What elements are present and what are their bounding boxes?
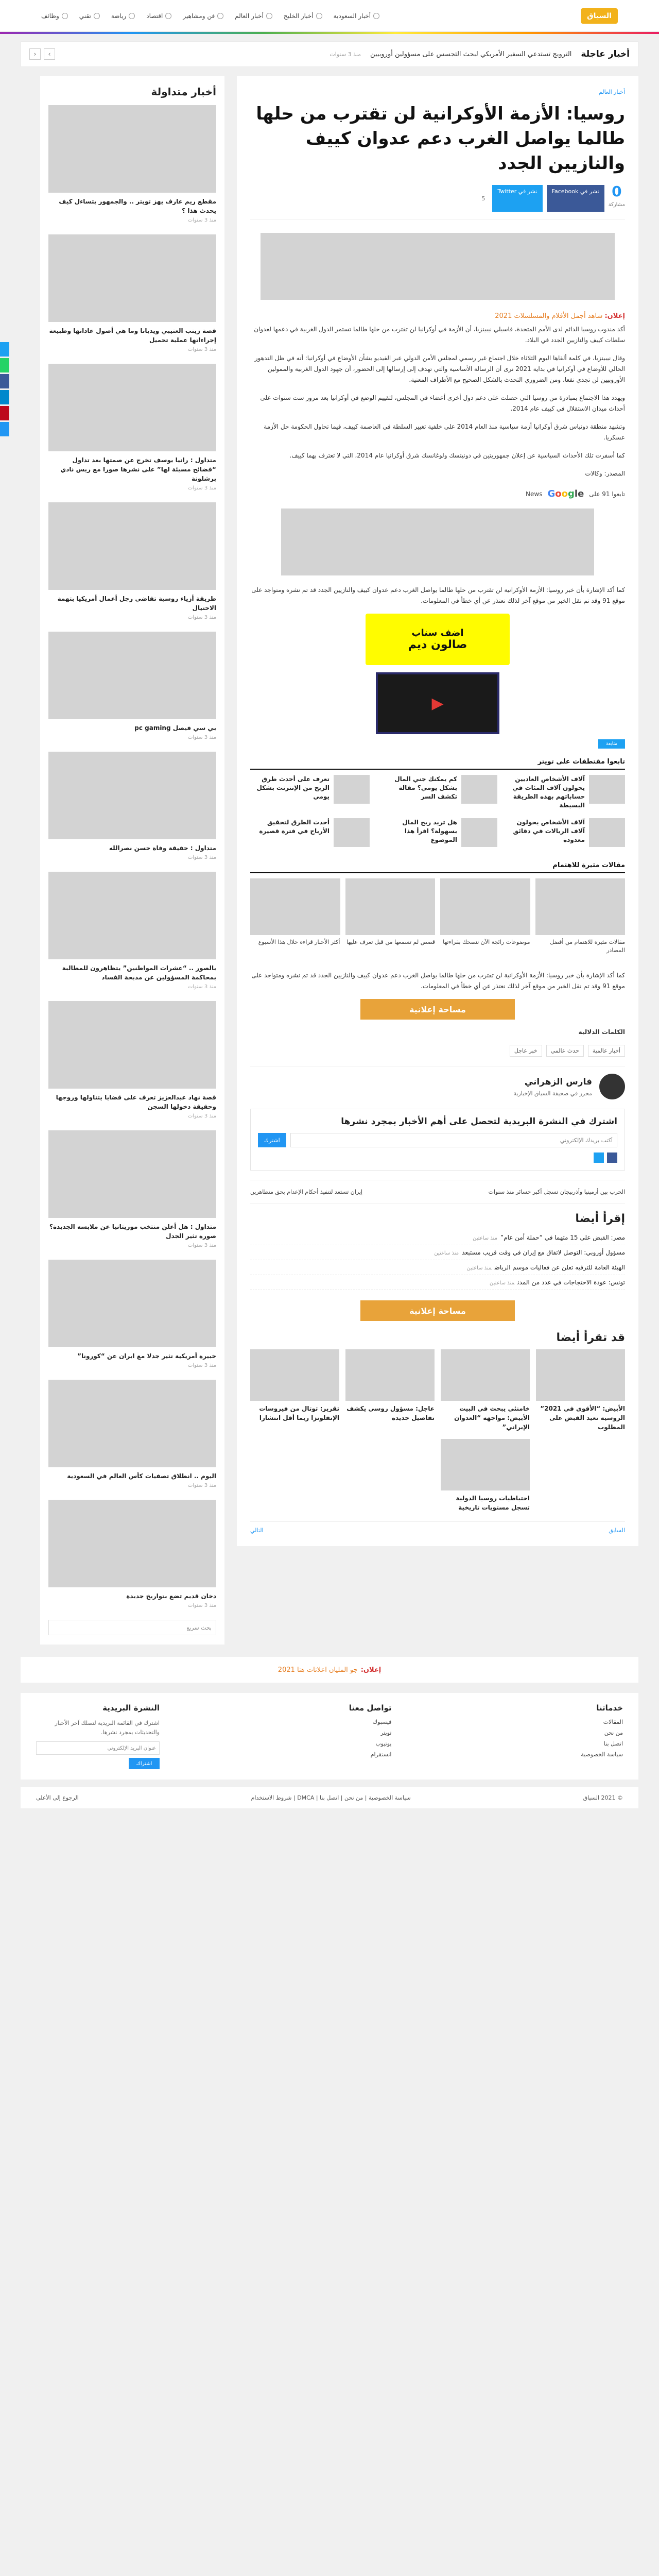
nav-item[interactable]: تقني (79, 12, 100, 20)
list-item[interactable]: الهيئة العامة للترفيه تعلن عن فعاليات موسم الرياضمنذ ساعتين (250, 1260, 625, 1275)
sidebar-item[interactable]: دخان قديم تضع بتواريخ جديدة منذ 3 سنوات (48, 1500, 216, 1608)
nav-icon (266, 13, 272, 19)
twitter-icon[interactable] (594, 1153, 604, 1163)
footer-link[interactable]: اتصل بنا (603, 1740, 623, 1747)
thumbnail (461, 818, 497, 847)
author-name[interactable]: فارس الزهراني (524, 1076, 592, 1087)
article-paragraph: أكد مندوب روسيا الدائم لدى الأمم المتحدة، فاسيلي نيبينزيا، أن الأزمة في أوكرانيا لن تقترب من حلها طالما تستمر الدول الغربية في دعمها لعدوان سلطات كييف والنازيين الجدد في البلاد. (254, 326, 625, 344)
next-post-link[interactable]: إيران تستعد لتنفيذ أحكام الإعدام بحق متظاهرين (250, 1189, 363, 1195)
article-source: المصدر: وكالات (585, 470, 625, 477)
facebook-icon[interactable] (607, 1153, 617, 1163)
site-logo[interactable]: السياق (581, 8, 618, 24)
breaking-date: منذ 3 سنوات (330, 50, 361, 58)
prev-post-link[interactable]: الحرب بين أرمينيا وأذربيجان تسجل أكبر خسائر منذ سنوات (488, 1189, 625, 1195)
footer-link[interactable]: المقالات (603, 1719, 623, 1725)
sidebar-item[interactable]: قصة نهاد عبدالعزيز تعرف على قضايا يتناولها وروجها وحقيقة دخولها السجن منذ 3 سنوات (48, 1001, 216, 1119)
nav-item[interactable]: اقتصاد (146, 12, 171, 20)
sidebar-item[interactable]: متداول : حقيقة وفاة حسن نصرالله منذ 3 سنوات (48, 752, 216, 860)
article-card[interactable]: خامنئي يبحث في البيت الأبيض: مواجهة “العدوان الإيراني” (441, 1349, 530, 1432)
article-paragraph: وتشهد منطقة دونباس شرق أوكرانيا أزمة سياسية منذ العام 2014 على خلفية تغيير السلطة في العاصمة كييف، فيما تحاول الحكومة حل الأزمة عسكريا. (264, 423, 625, 441)
google-news-follow[interactable]: تابعوا 91 على Google News (526, 488, 625, 499)
read-more-title: إقرأ أيضا (575, 1212, 625, 1225)
footer (21, 1693, 638, 1780)
subscribe-box (250, 1109, 625, 1171)
sidebar-item[interactable]: خبيرة أمريكية تثير جدلا مع ايران عن “كورونا” منذ 3 سنوات (48, 1260, 216, 1368)
thumbnail (48, 752, 216, 839)
email-field[interactable] (290, 1133, 617, 1147)
email-icon[interactable] (0, 422, 9, 436)
nav-icon (373, 13, 379, 19)
twitter-follow-button[interactable]: متابعة (598, 739, 625, 749)
sidebar-item[interactable]: متداول : هل أعلن منتخب موريتانيا عن ملابسه الجديدة؟ صورة تثير الجدل منذ 3 سنوات (48, 1130, 216, 1248)
thumbnail (535, 878, 626, 935)
thumbnail (48, 1380, 216, 1467)
sidebar-item[interactable]: قصة زينب العتيبي ويديانا وما هي أصول عاداتها وطبيعة إجراءاتها عملية تحميل منذ 3 سنوات (48, 234, 216, 352)
pagination (250, 1521, 625, 1534)
sidebar-item[interactable]: بي سي فيصل pc gaming منذ 3 سنوات (48, 632, 216, 740)
play-icon: ▶ (431, 694, 444, 713)
thumbnail (345, 878, 436, 935)
youtube-banner[interactable] (376, 672, 499, 734)
thumbnail (48, 1001, 216, 1089)
nav-item[interactable]: رياضة (111, 12, 135, 20)
article-paragraph: وقال نيبينزيا، في كلمة ألقاها اليوم الثلاثاء خلال اجتماع غير رسمي لمجلس الأمن الدولي عبر الفيديو بشأن الأوضاع في أوكرانيا: أنه في ظل التدهور الحالي للأوضاع في أوكرانيا في بداية 2021 نرى أن الرسالة الأساسية والتي تهدف إلى إرسالها إلى الحضور، أن جهود الدول الغربية والممولين الأوروبيين لن تجدي نفعا، ومن الضروري التحدث بالشكل الصحيح مع الأطراف المعنية. (254, 354, 625, 383)
copyright: © 2021 السياق (583, 1794, 623, 1801)
snapchat-banner[interactable]: اضف سناب صالون ديم (366, 614, 510, 665)
content-columns (21, 76, 638, 1645)
subscribe-title: اشترك في النشرة البريدية لتحصل على أهم الأخبار بمجرد نشرها (341, 1116, 617, 1127)
back-to-top-link[interactable]: الرجوع إلى الأعلى (36, 1794, 79, 1801)
video-placeholder[interactable] (281, 509, 594, 575)
list-item[interactable]: مصر: القبض على 15 متهما في “حملة أمن عام”منذ ساعتين (250, 1230, 625, 1245)
nav-icon (94, 13, 100, 19)
nav-icon (217, 13, 223, 19)
sidebar-title: أخبار متداولة (151, 86, 216, 98)
tags-label: الكلمات الدلالية (578, 1028, 625, 1036)
sidebar (40, 76, 224, 1645)
subscribe-social (258, 1153, 617, 1163)
footer-contact: تواصل معنا فيسبوك تويتر يوتيوب انستقرام (349, 1703, 392, 1758)
article-meta (250, 185, 625, 219)
author-box (250, 1066, 625, 1099)
thumbnail (334, 818, 370, 847)
thumbnail (48, 502, 216, 590)
author-bio: محرر في صحيفة السياق الإخبارية (513, 1090, 592, 1097)
tag[interactable]: خبر عاجل (510, 1045, 542, 1057)
article-card[interactable]: عاجل: مسؤول روسي يكشف تفاصيل جديدة (345, 1349, 435, 1432)
thumbnail (48, 1260, 216, 1347)
nav-item[interactable]: أخبار السعودية (334, 12, 379, 20)
nav-icon (129, 13, 135, 19)
facebook-icon[interactable] (0, 374, 9, 388)
read-more (250, 1212, 625, 1290)
breaking-label: أخبار عاجلة (581, 49, 630, 59)
article-card[interactable]: موضوعات رائجة الآن ننصحك بقراءتها (440, 878, 530, 955)
tag-list (250, 1045, 625, 1057)
article-card[interactable]: الأبيض: “الأقوى في 2021” الروسية تعيد القبض على المطلوب (536, 1349, 625, 1432)
newsletter-subscribe-button[interactable]: اشتراك (129, 1758, 160, 1769)
sidebar-item[interactable]: اليوم .. انطلاق تصفيات كأس العالم في السعودية منذ 3 سنوات (48, 1380, 216, 1488)
footer-link[interactable]: سياسة الخصوصية (581, 1751, 623, 1758)
tag[interactable]: حدث عالمي (546, 1045, 584, 1057)
thumbnail (334, 775, 370, 804)
footer-link[interactable]: من نحن (604, 1730, 623, 1736)
footer-links[interactable]: سياسة الخصوصية | من نحن | اتصل بنا | DMCA | شروط الاستخدام (251, 1794, 411, 1801)
article-title: روسيا: الأزمة الأوكرانية لن تقترب من حلها طالما يواصل الغرب دعم عدوان كييف والنازيين الجدد (256, 104, 625, 174)
nav-item[interactable]: وظائف (41, 12, 68, 20)
list-item[interactable]: تونس: عودة الاحتجاجات في عدد من المدنمنذ ساعتين (250, 1275, 625, 1290)
twitter-share-button[interactable]: نشر في Twitter (492, 185, 542, 212)
pager-prev[interactable]: السابق (609, 1527, 625, 1534)
share-buttons (492, 185, 625, 212)
footer-link[interactable]: فيسبوك (373, 1719, 392, 1725)
footer-link[interactable]: انستقرام (370, 1751, 392, 1758)
breaking-news-bar (21, 41, 638, 67)
nav-icon (316, 13, 322, 19)
footer-services: خدماتنا المقالات من نحن اتصل بنا سياسة الخصوصية (581, 1703, 623, 1758)
sidebar-item[interactable]: مقطع ريم عارف يهز تويتر .. والجمهور يتساءل كيف يحدث هذا ؟ منذ 3 سنوات (48, 105, 216, 223)
may-also-read-row2 (250, 1439, 625, 1512)
breaking-arrows (29, 48, 55, 60)
pager-next[interactable]: التالي (250, 1527, 264, 1534)
thumbnail (48, 632, 216, 719)
nav-icon (62, 13, 68, 19)
recommend-item[interactable]: أحدث الطرق لتحقيق الأرباح في فترة قصيرة (250, 818, 370, 847)
article-paragraph: كما أسفرت تلك الأحداث السياسية عن إعلان جمهوريتين في دونيتسك ولوغانسك شرق أوكرانيا عام 2014، التي لا تعترف بهما كييف. (289, 452, 625, 459)
may-also-read (250, 1331, 625, 1344)
views-count: 5 (481, 195, 485, 202)
article-card[interactable]: مقالات مثيرة للاهتمام من أفضل المصادر (535, 878, 626, 955)
nav-item[interactable]: فن ومشاهير (183, 12, 223, 20)
article-paragraph: ويهدد هذا الاجتماع بمبادرة من روسيا التي حصلت على دعم دول أخرى أعضاء في المجلس، لتقييم الوضع في أوكرانيا بعد مرور ست سنوات على أحداث ميدان الاستقلال في كييف عام 2014. (260, 394, 625, 412)
thumbnail (345, 1349, 435, 1401)
nav-item[interactable]: أخبار الخليج (284, 12, 322, 20)
interesting-cards (250, 878, 625, 955)
ad-banner[interactable]: مساحة إعلانية (360, 999, 515, 1020)
pinterest-icon[interactable] (0, 406, 9, 420)
sidebar-item[interactable]: بالصور .. “عشرات المواطنين” يتظاهرون للمطالبة بمحاكمة المسؤولين عن مذبحة الفساد منذ 3 سنوات (48, 872, 216, 990)
breaking-headline[interactable]: الترويج تستدعي السفير الأمريكي لبحث التجسس على مسؤولين أوروبيين (370, 50, 572, 58)
facebook-share-button[interactable]: نشر في Facebook (547, 185, 604, 212)
thumbnail (250, 1349, 339, 1401)
ad-placeholder[interactable] (261, 233, 615, 300)
recommend-item[interactable]: آلاف الأشخاص العاديين يحولون آلاف المئات في حساباتهم بهذه الطريقة البسيطة (506, 775, 625, 810)
article-card[interactable]: احتياطيات روسيا الدولية تسجل مستويات تاريخية (441, 1439, 530, 1512)
recommend-item[interactable]: تعرف على أحدث طرق الربح من الإنترنت بشكل يومي (250, 775, 370, 810)
tag[interactable]: أخبار عالمية (588, 1045, 625, 1057)
chevron-left-icon[interactable]: ‹ (29, 48, 41, 60)
sidebar-item[interactable]: طريقة أزياء روسية تقاضي رجل أعمال أمريكيا بتهمة الاحتيال منذ 3 سنوات (48, 502, 216, 620)
thumbnail (589, 775, 625, 804)
thumbnail (589, 818, 625, 847)
header (0, 0, 659, 32)
thumbnail (48, 105, 216, 193)
footer-link[interactable]: تويتر (380, 1730, 392, 1736)
thumbnail (48, 364, 216, 451)
whatsapp-icon[interactable] (0, 358, 9, 372)
breadcrumb[interactable]: أخبار العالم (598, 89, 625, 95)
thumbnail (48, 234, 216, 322)
thumbnail (250, 878, 340, 935)
share-count: 0 مشاركة (608, 183, 625, 208)
recommend-title: تابعوا مقتطفات على تويتر (250, 758, 625, 770)
color-strip (0, 32, 659, 34)
recommend-item[interactable]: كم يمكنك جني المال بشكل يومي؟ مقالة تكشف السر (378, 775, 497, 810)
avatar[interactable] (599, 1074, 625, 1099)
nav-icon (165, 13, 171, 19)
thumbnail (441, 1439, 530, 1490)
footer-newsletter: النشرة البريدية اشترك في القائمة البريدية لتصلك آخر الأخبار والتحديثات بمجرد نشرها. عنوان البريد الإلكتروني اشتراك (36, 1703, 160, 1769)
ad-banner-2[interactable]: مساحة إعلانية (360, 1300, 515, 1321)
sidebar-item[interactable]: متداول : رانيا يوسف تخرج عن صمتها بعد تداول “فضائح مسيئة لها” على نشرها صورا مع ريس نادي برشلونة منذ 3 سنوات (48, 364, 216, 491)
google-logo: Google (547, 488, 584, 499)
newsletter-email-field[interactable]: عنوان البريد الإلكتروني (36, 1741, 160, 1755)
article-card[interactable]: أكثر الأخبار قراءة خلال هذا الأسبوع (250, 878, 340, 955)
may-also-read-title: قد تقرأ أيضا (556, 1331, 625, 1344)
post-navigation (250, 1180, 625, 1204)
recommend-item[interactable]: هل تريد ربح المال بسهولة؟ اقرأ هذا الموضوع (378, 818, 497, 847)
thumbnail (441, 1349, 530, 1401)
sidebar-search[interactable]: بحث سريع (48, 1620, 216, 1635)
twitter-icon[interactable] (0, 342, 9, 357)
article-summary: كما أكد الإشارة بأن خبر روسيا: الأزمة الأوكرانية لن تقترب من حلها طالما يواصل الغرب دعم عدوان كييف والنازيين الجدد قد تم نشره ومتواجد على موقع 91 وقد تم نقل الخبر من موقع آخر لذلك نعتذر عن أي خطأ في المعلومات. (251, 586, 625, 604)
article-summary-repeat: كما أكد الإشارة بأن خبر روسيا: الأزمة الأوكرانية لن تقترب من حلها طالما يواصل الغرب دعم عدوان كييف والنازيين الجدد قد تم نشره ومتواجد على موقع 91 وقد تم نقل الخبر من موقع آخر لذلك نعتذر عن أي خطأ في المعلومات. (251, 972, 625, 990)
thumbnail (440, 878, 530, 935)
list-item[interactable]: مسؤول أوروبي: التوصل لاتفاق مع إيران في وقت قريب مستبعدمنذ ساعتين (250, 1245, 625, 1260)
thumbnail (461, 775, 497, 804)
chevron-right-icon[interactable]: › (44, 48, 55, 60)
main-nav (41, 12, 379, 20)
article-card[interactable]: قصص لم تسمعها من قبل تعرف عليها (345, 878, 436, 955)
thumbnail (48, 872, 216, 959)
thumbnail (536, 1349, 625, 1401)
promo-link[interactable]: إعلان: شاهد أجمل الأفلام والمسلسلات 2021 (495, 312, 625, 320)
thumbnail (48, 1130, 216, 1218)
article (237, 76, 638, 1546)
copyright-bar (21, 1787, 638, 1808)
article-card[interactable]: تقرير: توتال من فيروسات الإنفلونزا ربما أقل انتشارا (250, 1349, 339, 1432)
floating-share-bar (0, 342, 9, 438)
subscribe-button[interactable]: اشترك (258, 1133, 286, 1147)
cards-title: مقالات مثيرة للاهتمام (250, 861, 625, 873)
footer-link[interactable]: يوتيوب (375, 1740, 392, 1747)
recommend-item[interactable]: آلاف الأشخاص يحولون آلاف الريالات في دقائق معدودة (506, 818, 625, 847)
recommend-grid (250, 775, 625, 847)
thumbnail (48, 1500, 216, 1587)
bottom-ad[interactable]: إعلان: جو المليان اعلانات هنا 2021 (21, 1657, 638, 1683)
may-also-read-grid (250, 1349, 625, 1432)
telegram-icon[interactable] (0, 390, 9, 404)
nav-item[interactable]: أخبار العالم (235, 12, 272, 20)
